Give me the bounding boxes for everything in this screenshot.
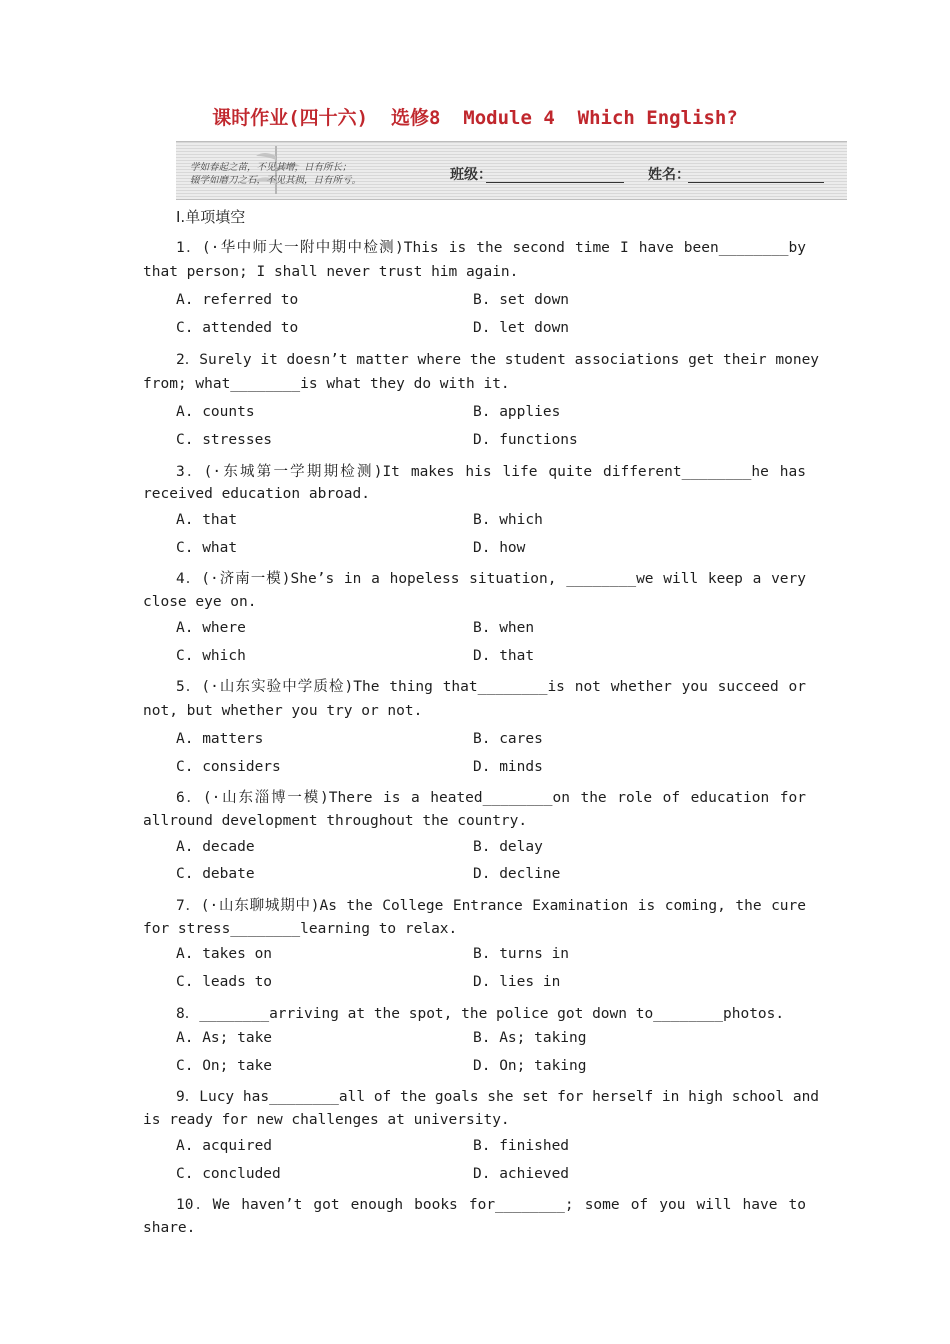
q9-option-a[interactable]: A. acquired	[176, 1138, 273, 1154]
question-1-line-2: that person; I shall never trust him again.	[143, 264, 519, 280]
q7-option-d[interactable]: D. lies in	[473, 974, 561, 990]
question-9-line-1: 9．Lucy has________all of the goals she set for herself in high school and	[176, 1089, 820, 1105]
question-9-line-2: is ready for new challenges at university.	[143, 1112, 510, 1128]
q3-option-a[interactable]: A. that	[176, 512, 238, 528]
question-4-line-2: close eye on.	[143, 594, 257, 610]
q2-option-b[interactable]: B. applies	[473, 404, 561, 420]
q1-option-a[interactable]: A. referred to	[176, 292, 299, 308]
name-field[interactable]	[688, 182, 824, 183]
q9-option-b[interactable]: B. finished	[473, 1138, 570, 1154]
q8-option-c[interactable]: C. On; take	[176, 1058, 273, 1074]
q6-option-c[interactable]: C. debate	[176, 866, 255, 882]
question-1-line-1: 1．(·华中师大一附中期中检测)This is the second time I have been________by	[176, 240, 806, 256]
q1-option-c[interactable]: C. attended to	[176, 320, 299, 336]
question-2-line-2: from; what________is what they do with it.	[143, 376, 510, 392]
question-10-line-2: share.	[143, 1220, 196, 1236]
q1-option-b[interactable]: B. set down	[473, 292, 570, 308]
question-7-line-2: for stress________learning to relax.	[143, 921, 458, 937]
q4-option-c[interactable]: C. which	[176, 648, 246, 664]
q7-option-a[interactable]: A. takes on	[176, 946, 273, 962]
q4-option-b[interactable]: B. when	[473, 620, 535, 636]
q3-option-b[interactable]: B. which	[473, 512, 543, 528]
question-5-line-2: not, but whether you try or not.	[143, 703, 423, 719]
q4-option-d[interactable]: D. that	[473, 648, 535, 664]
q8-option-d[interactable]: D. On; taking	[473, 1058, 587, 1074]
question-10-line-1: 10．We haven’t got enough books for________; some of you will have to	[176, 1197, 806, 1213]
question-3-line-2: received education abroad.	[143, 486, 370, 502]
q5-option-c[interactable]: C. considers	[176, 759, 281, 775]
q2-option-c[interactable]: C. stresses	[176, 432, 273, 448]
q3-option-d[interactable]: D. how	[473, 540, 526, 556]
q5-option-b[interactable]: B. cares	[473, 731, 543, 747]
q7-option-b[interactable]: B. turns in	[473, 946, 570, 962]
q7-option-c[interactable]: C. leads to	[176, 974, 273, 990]
q6-option-b[interactable]: B. delay	[473, 839, 543, 855]
q9-option-d[interactable]: D. achieved	[473, 1166, 570, 1182]
question-6-line-2: allround development throughout the country.	[143, 813, 528, 829]
question-2-line-1: 2．Surely it doesn’t matter where the student associations get their money	[176, 352, 820, 368]
q6-option-a[interactable]: A. decade	[176, 839, 255, 855]
section-title: Ⅰ.单项填空	[176, 208, 246, 226]
question-8-line-1: 8．________arriving at the spot, the police got down to________photos.	[176, 1006, 785, 1022]
q9-option-c[interactable]: C. concluded	[176, 1166, 281, 1182]
question-4-line-1: 4．(·济南一模)She’s in a hopeless situation, ________we will keep a very	[176, 571, 806, 587]
q8-option-a[interactable]: A. As; take	[176, 1030, 273, 1046]
q4-option-a[interactable]: A. where	[176, 620, 246, 636]
q6-option-d[interactable]: D. decline	[473, 866, 561, 882]
q8-option-b[interactable]: B. As; taking	[473, 1030, 587, 1046]
question-3-line-1: 3．(·东城第一学期期检测)It makes his life quite different________he has	[176, 464, 806, 480]
q1-option-d[interactable]: D. let down	[473, 320, 570, 336]
question-6-line-1: 6．(·山东淄博一模)There is a heated________on the role of education for	[176, 790, 806, 806]
header-banner	[176, 141, 847, 200]
q2-option-a[interactable]: A. counts	[176, 404, 255, 420]
page-title: 课时作业(四十六) 选修8 Module 4 Which English?	[212, 107, 738, 129]
question-5-line-1: 5．(·山东实验中学质检)The thing that________is not whether you succeed or	[176, 679, 806, 695]
q3-option-c[interactable]: C. what	[176, 540, 238, 556]
name-label: 姓名：	[648, 167, 690, 183]
class-label: 班级：	[450, 167, 492, 183]
class-field[interactable]	[486, 182, 624, 183]
q5-option-a[interactable]: A. matters	[176, 731, 264, 747]
q5-option-d[interactable]: D. minds	[473, 759, 543, 775]
motto-text: 学如春起之苗，不见其增，日有所长； 辍学如磨刀之石，不见其损，日有所亏。	[190, 162, 362, 186]
question-7-line-1: 7．(·山东聊城期中)As the College Entrance Examination is coming, the cure	[176, 898, 806, 914]
q2-option-d[interactable]: D. functions	[473, 432, 578, 448]
